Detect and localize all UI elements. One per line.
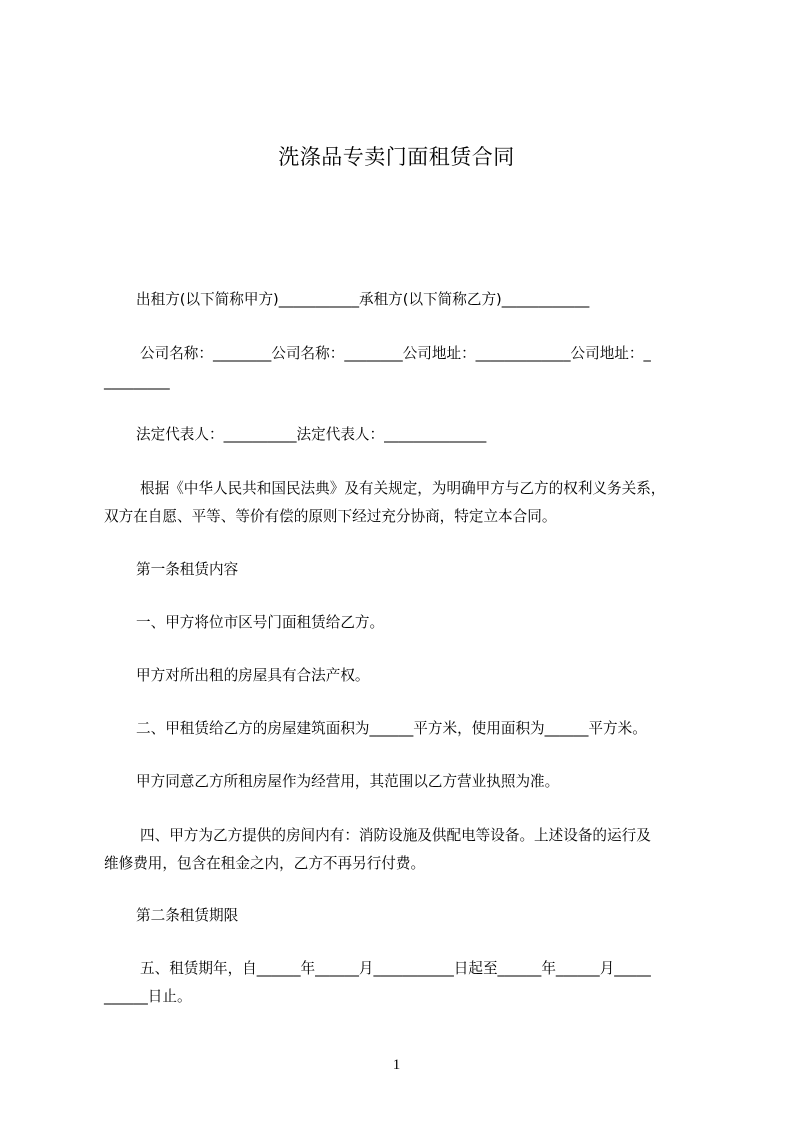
clause-usage: 甲方同意乙方所租房屋作为经营用，其范围以乙方营业执照为准。 (136, 773, 560, 790)
clause-1: 一、甲方将位市区号门面租赁给乙方。 (136, 614, 385, 631)
preamble-paragraph-line-2: 双方在自愿、平等、等价有偿的原则下经过充分协商，特定立本合同。 (104, 508, 557, 525)
document-title: 洗涤品专卖门面租赁合同 (278, 145, 515, 169)
clause-5-line-1: 五、租赁期年，自______年______月___________日起至______年______月_____ (140, 960, 651, 977)
article-heading-2: 第二条租赁期限 (136, 907, 239, 924)
clause-4-line-2: 维修费用，包含在租金之内，乙方不再另行付费。 (104, 855, 426, 872)
company-info-line-continued: _________ (104, 373, 170, 390)
legal-representative-line: 法定代表人：__________法定代表人：______________ (136, 426, 487, 443)
clause-4-line-1: 四、甲方为乙方提供的房间内有：消防设施及供配电等设备。上述设备的运行及 (140, 827, 651, 844)
preamble-paragraph-line-1: 根据《中华人民共和国民法典》及有关规定，为明确甲方与乙方的权利义务关系， (140, 480, 666, 497)
clause-2-area: 二、甲租赁给乙方的房屋建筑面积为______平方米，使用面积为______平方米。 (136, 720, 647, 737)
article-heading-1: 第一条租赁内容 (136, 561, 239, 578)
page-number: 1 (392, 1057, 401, 1073)
parties-line: 出租方(以下简称甲方)___________承租方(以下简称乙方)____________ (136, 291, 590, 308)
clause-5-line-2: ______日止。 (104, 988, 192, 1005)
clause-property-right: 甲方对所出租的房屋具有合法产权。 (136, 667, 370, 684)
company-info-line: 公司名称：________公司名称：________公司地址：_____________公司地址：_ (140, 345, 651, 362)
